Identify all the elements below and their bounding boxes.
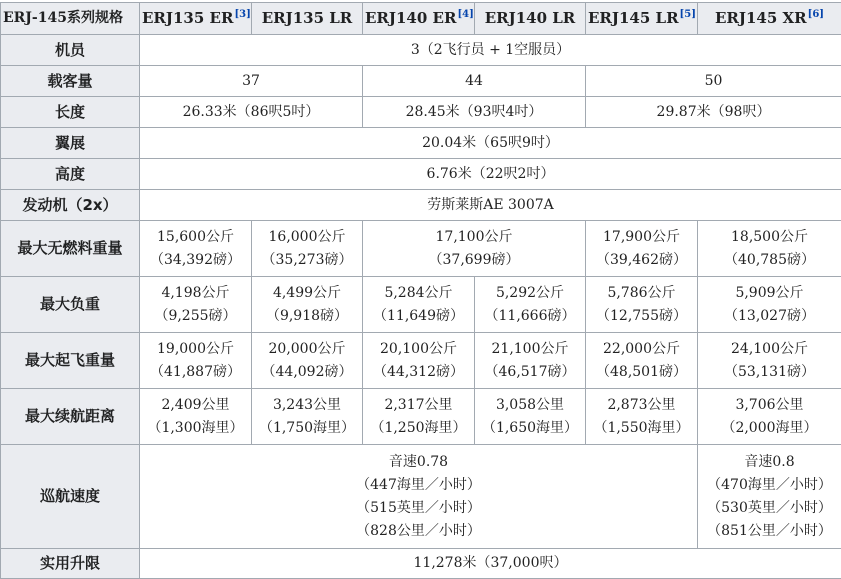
table-cell (252, 389, 363, 445)
table-cell (363, 221, 586, 277)
imperial-value: （37,699磅） (365, 249, 583, 272)
table-cell (475, 277, 586, 333)
imperial-value: （1,650海里） (477, 417, 583, 440)
table-cell: 6.76米（22呎2吋） (140, 159, 841, 190)
table-cell: 44 (363, 66, 586, 97)
metric-value: 5,292公斤 (477, 282, 583, 305)
table-cell (586, 389, 698, 445)
speed-kmh: （851公里／小时） (700, 520, 839, 543)
speed-mph: （515英里／小时） (142, 497, 695, 520)
table-row (1, 128, 841, 159)
speed-knots: （447海里／小时） (142, 474, 695, 497)
metric-value: 3,058公里 (477, 394, 583, 417)
model-name: ERJ145 XR (715, 9, 807, 27)
imperial-value: （9,255磅） (142, 305, 249, 328)
imperial-value: （9,918磅） (254, 305, 360, 328)
metric-value: 5,284公斤 (365, 282, 472, 305)
table-cell (140, 221, 252, 277)
imperial-value: （13,027磅） (700, 305, 839, 328)
imperial-value: （1,250海里） (365, 417, 472, 440)
imperial-value: （44,092磅） (254, 361, 360, 384)
table-cell: 50 (586, 66, 841, 97)
table-row (1, 97, 841, 128)
table-cell: 29.87米（98呎） (586, 97, 841, 128)
metric-value: 16,000公斤 (254, 226, 360, 249)
table-row (1, 389, 841, 445)
table-row (1, 159, 841, 190)
table-cell: 劳斯莱斯AE 3007A (140, 190, 841, 221)
metric-value: 2,409公里 (142, 394, 249, 417)
model-header (252, 3, 363, 35)
table-cell (586, 277, 698, 333)
metric-value: 19,000公斤 (142, 338, 249, 361)
table-row (1, 549, 841, 579)
model-name: ERJ135 LR (262, 9, 353, 27)
row-header: 最大负重 (1, 277, 140, 333)
specs-table (0, 2, 841, 579)
table-cell (698, 221, 841, 277)
table-cell (698, 277, 841, 333)
table-row (1, 445, 841, 549)
speed-knots: （470海里／小时） (700, 474, 839, 497)
table-cell (252, 277, 363, 333)
row-header: 翼展 (1, 128, 140, 159)
speed-mph: （530英里／小时） (700, 497, 839, 520)
model-name: ERJ135 ER (142, 9, 233, 27)
model-header (475, 3, 586, 35)
row-header: 机员 (1, 35, 140, 66)
metric-value: 20,100公斤 (365, 338, 472, 361)
row-header: 长度 (1, 97, 140, 128)
row-header: 实用升限 (1, 549, 140, 579)
table-row (1, 66, 841, 97)
table-cell (586, 333, 698, 389)
metric-value: 15,600公斤 (142, 226, 249, 249)
imperial-value: （35,273磅） (254, 249, 360, 272)
table-cell (140, 389, 252, 445)
table-row (1, 221, 841, 277)
metric-value: 3,706公里 (700, 394, 839, 417)
metric-value: 2,873公里 (588, 394, 695, 417)
model-header (698, 3, 841, 35)
metric-value: 17,900公斤 (588, 226, 695, 249)
model-header (586, 3, 698, 35)
imperial-value: （40,785磅） (700, 249, 839, 272)
imperial-value: （46,517磅） (477, 361, 583, 384)
table-row (1, 35, 841, 66)
imperial-value: （1,300海里） (142, 417, 249, 440)
corner-header: ERJ-145系列规格 (1, 3, 140, 35)
table-cell: 3（2飞行员 + 1空服员） (140, 35, 841, 66)
header-row (1, 3, 841, 35)
table-cell (363, 333, 475, 389)
table-row (1, 277, 841, 333)
speed-kmh: （828公里／小时） (142, 520, 695, 543)
imperial-value: （34,392磅） (142, 249, 249, 272)
imperial-value: （1,750海里） (254, 417, 360, 440)
imperial-value: （53,131磅） (700, 361, 839, 384)
imperial-value: （12,755磅） (588, 305, 695, 328)
table-cell: 28.45米（93呎4吋） (363, 97, 586, 128)
table-cell: 37 (140, 66, 363, 97)
metric-value: 4,499公斤 (254, 282, 360, 305)
metric-value: 20,000公斤 (254, 338, 360, 361)
row-header: 发动机（2x） (1, 190, 140, 221)
reference-link[interactable]: [5] (680, 9, 696, 20)
metric-value: 4,198公斤 (142, 282, 249, 305)
model-name: ERJ140 LR (485, 9, 576, 27)
table-cell (140, 333, 252, 389)
imperial-value: （41,887磅） (142, 361, 249, 384)
mach-value: 音速0.78 (142, 451, 695, 474)
metric-value: 5,786公斤 (588, 282, 695, 305)
imperial-value: （11,649磅） (365, 305, 472, 328)
table-cell (363, 389, 475, 445)
imperial-value: （11,666磅） (477, 305, 583, 328)
table-cell (252, 333, 363, 389)
metric-value: 5,909公斤 (700, 282, 839, 305)
row-header: 载客量 (1, 66, 140, 97)
imperial-value: （48,501磅） (588, 361, 695, 384)
imperial-value: （2,000海里） (700, 417, 839, 440)
table-cell (698, 445, 841, 549)
model-name: ERJ140 ER (365, 9, 456, 27)
reference-link[interactable]: [4] (457, 9, 473, 20)
row-header: 最大续航距离 (1, 389, 140, 445)
table-cell (363, 277, 475, 333)
row-header: 巡航速度 (1, 445, 140, 549)
metric-value: 2,317公里 (365, 394, 472, 417)
table-cell (140, 445, 698, 549)
table-cell (698, 333, 841, 389)
table-cell (252, 221, 363, 277)
imperial-value: （44,312磅） (365, 361, 472, 384)
metric-value: 22,000公斤 (588, 338, 695, 361)
model-name: ERJ145 LR (588, 9, 679, 27)
mach-value: 音速0.8 (700, 451, 839, 474)
row-header: 高度 (1, 159, 140, 190)
table-cell: 20.04米（65呎9吋） (140, 128, 841, 159)
table-row (1, 190, 841, 221)
reference-link[interactable]: [6] (808, 9, 824, 20)
table-cell (475, 389, 586, 445)
imperial-value: （39,462磅） (588, 249, 695, 272)
table-cell (698, 389, 841, 445)
model-header (363, 3, 475, 35)
imperial-value: （1,550海里） (588, 417, 695, 440)
table-row (1, 333, 841, 389)
table-cell (140, 277, 252, 333)
table-cell: 26.33米（86呎5吋） (140, 97, 363, 128)
metric-value: 24,100公斤 (700, 338, 839, 361)
model-header (140, 3, 252, 35)
row-header: 最大起飞重量 (1, 333, 140, 389)
metric-value: 3,243公里 (254, 394, 360, 417)
table-cell: 11,278米（37,000呎） (140, 549, 841, 579)
table-cell (586, 221, 698, 277)
row-header: 最大无燃料重量 (1, 221, 140, 277)
metric-value: 21,100公斤 (477, 338, 583, 361)
table-cell (475, 333, 586, 389)
metric-value: 18,500公斤 (700, 226, 839, 249)
reference-link[interactable]: [3] (234, 9, 250, 20)
metric-value: 17,100公斤 (365, 226, 583, 249)
